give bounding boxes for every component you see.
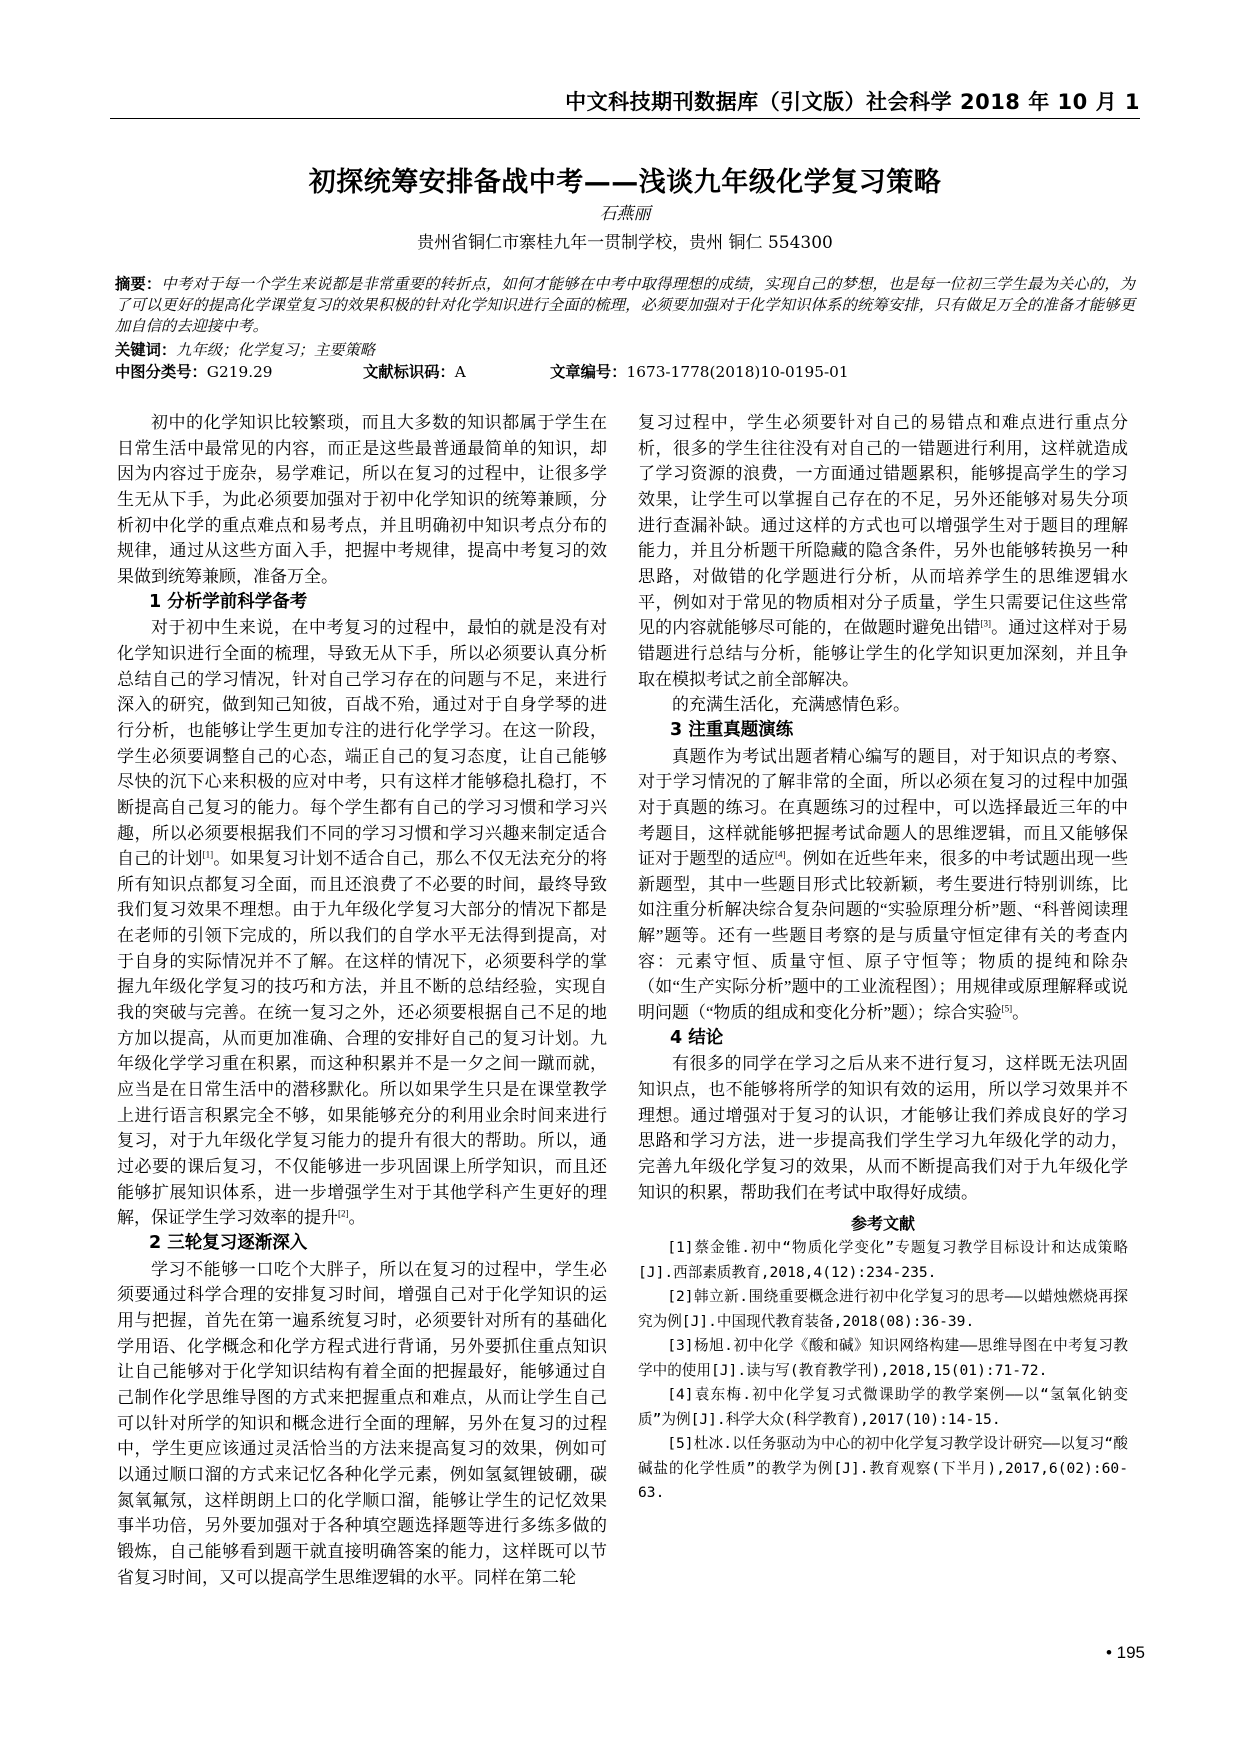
section-2-tail: 的充满生活化，充满感情色彩。	[672, 695, 910, 715]
section-3-paragraph	[638, 744, 1128, 1026]
references-title: 参考文献	[850, 1214, 915, 1234]
running-header: 中文科技期刊数据库（引文版）社会科学 2018 年 10 月 1	[565, 90, 1140, 114]
section-4-heading: 4 结论	[670, 1027, 724, 1048]
id-label: 文章编号：	[550, 363, 627, 381]
citation-5: [5]	[1001, 1003, 1013, 1014]
citation-2: [2]	[338, 1208, 349, 1219]
reference-item: [4]袁东梅.初中化学复习式微课助学的教学案例——以“氢氧化钠变质”为例[J].科学大众(科学教育),2017(10):14-15.	[638, 1386, 1128, 1428]
citation-3: [3]	[980, 618, 991, 629]
intro-paragraph: 初中的化学知识比较繁琐，而且大多数的知识都属于学生在日常生活中最常见的内容，而正是这些最普通最简单的知识，却因为内容过于庞杂，易学难记，所以在复习的过程中，让很多学生无从下手，为此必须要加强对于初中化学知识的统筹兼顾，分析初中化学的重点难点和易考点，并且明确初中知识考点分布的规律，通过从这些方面入手，把握中考规律，提高中考复习的效果做到统筹兼顾，准备万全。	[117, 413, 607, 586]
section-2-heading: 2 三轮复习逐渐深入	[149, 1233, 308, 1253]
section-3-heading: 3 注重真题演练	[670, 719, 794, 740]
doc-code	[363, 362, 466, 383]
left-column	[117, 410, 607, 1590]
page-number: • 195	[1105, 1643, 1145, 1662]
abstract-label: 摘要：	[115, 275, 162, 293]
reference-item: [1]蔡金锥.初中“物质化学变化”专题复习教学目标设计和达成策略[J].西部素质教育,2018,4(12):234-235.	[638, 1239, 1128, 1281]
right-column	[638, 410, 1128, 1506]
header-rule	[110, 118, 1140, 119]
clc-code	[115, 362, 273, 383]
s3-text-b: 。例如在近些年来，很多的中考试题出现一些新题型，其中一些题目形式比较新颖，考生要进行特别训练，比如注重分析解决综合复杂问题的“实验原理分析”题、“科普阅读理解”题等。还有一些题目考察的是与质量守恒定律有关的考查内容：元素守恒、质量守恒、原子守恒等；物质的提纯和除杂（如“生产实际分析”题中的工业流程图）；用规律或原理解释或说明问题（“物质的组成和变化分析”题）；综合实验	[638, 849, 1128, 1023]
s1-text-c: 。	[348, 1208, 366, 1228]
section-4-paragraph: 有很多的同学在学习之后从来不进行复习，这样既无法巩固知识点，也不能够将所学的知识有效的运用，所以学习效果并不理想。通过增强对于复习的认识，才能够让我们养成良好的学习思路和学习方法，进一步提高我们学生学习九年级化学的动力，完善九年级化学复习的效果，从而不断提高我们对于九年级化学知识的积累，帮助我们在考试中取得好成绩。	[638, 1054, 1128, 1202]
section-2-paragraph-left: 学习不能够一口吃个大胖子，所以在复习的过程中，学生必须要通过科学合理的安排复习时间，增强自己对于化学知识的运用与把握，首先在第一遍系统复习时，必须要针对所有的基础化学用语、化学概念和化学方程式进行背诵，另外要抓住重点知识让自己能够对于化学知识结构有着全面的把握最好，能够通过自己制作化学思维导图的方式来把握重点和难点，从而让学生自己可以针对所学的知识和概念进行全面的理解，另外在复习的过程中，学生更应该通过灵活恰当的方法来提高复习的效果，例如可以通过顺口溜的方式来记忆各种化学元素，例如氢氦锂铍硼，碳氮氧氟氖，这样朗朗上口的化学顺口溜，能够让学生的记忆效果事半功倍，另外要加强对于各种填空题选择题等进行多练多做的锻炼，自己能够看到题干就直接明确答案的能力，这样既可以节省复习时间，又可以提高学生思维逻辑的水平。同样在第二轮	[117, 1259, 607, 1587]
s2-text-b: 。通过这样对于易错题进行总结与分析，能够让学生的化学知识更加深刻，并且争取在模拟考试之前全部解决。	[638, 618, 1128, 689]
section-1-heading: 1 分析学前科学备考	[149, 591, 308, 612]
citation-4: [4]	[775, 849, 786, 860]
keywords-text: 九年级；化学复习；主要策略	[176, 341, 376, 359]
citation-1: [1]	[202, 849, 214, 860]
s3-text-c: 。	[1012, 1003, 1030, 1023]
author-name: 石燕丽	[599, 204, 651, 224]
doc-label: 文献标识码：	[363, 363, 455, 381]
clc-label: 中图分类号：	[115, 363, 207, 381]
reference-item: [5]杜冰.以任务驱动为中心的初中化学复习教学设计研究——以复习“酸碱盐的化学性质”的教学为例[J].教育观察(下半月),2017,6(02):60-63.	[638, 1435, 1128, 1502]
doc-value: A	[454, 363, 466, 381]
s2-text-a: 复习过程中，学生必须要针对自己的易错点和难点进行重点分析，很多的学生往往没有对自己的一错题进行利用，这样就造成了学习资源的浪费，一方面通过错题累积，能够提高学生的学习效果，让学生可以掌握自己存在的不足，另外还能够对易失分项进行查漏补缺。通过这样的方式也可以增强学生对于题目的理解能力，并且分析题干所隐藏的隐含条件，另外也能够转换另一种思路，对做错的化学题进行分析，从而培养学生的思维逻辑水平，例如对于常见的物质相对分子质量，学生只需要记住这些常见的内容就能够尽可能的，在做题时避免出错	[638, 413, 1128, 638]
article-id	[550, 362, 849, 383]
article-title: 初探统筹安排备战中考——浅谈九年级化学复习策略	[308, 167, 942, 198]
id-value: 1673-1778(2018)10-0195-01	[626, 363, 849, 381]
author-affiliation: 贵州省铜仁市寨桂九年一贯制学校，贵州 铜仁 554300	[417, 233, 833, 253]
abstract-text: 中考对于每一个学生来说都是非常重要的转折点，如何才能够在中考中取得理想的成绩，实现自己的梦想，也是每一位初三学生最为关心的，为了可以更好的提高化学课堂复习的效果积极的针对化学知识进行全面的梳理，必须要加强对于化学知识体系的统筹安排，只有做足万全的准备才能够更加自信的去迎接中考。	[115, 275, 1135, 335]
clc-value: G219.29	[206, 363, 273, 381]
reference-item: [3]杨旭.初中化学《酸和碱》知识网络构建——思维导图在中考复习教学中的使用[J].读与写(教育教学刊),2018,15(01):71-72.	[638, 1337, 1128, 1379]
keywords	[115, 340, 1135, 361]
s3-text-a: 真题作为考试出题者精心编写的题目，对于知识点的考察、对于学习情况的了解非常的全面，所以必须在复习的过程中加强对于真题的练习。在真题练习的过程中，可以选择最近三年的中考题目，这样就能够把握考试命题人的思维逻辑，而且又能够保证对于题型的适应	[638, 746, 1128, 869]
reference-item: [2]韩立新.围绕重要概念进行初中化学复习的思考——以蜡烛燃烧再探究为例[J].中国现代教育装备,2018(08):36-39.	[638, 1288, 1128, 1330]
section-1-paragraph	[117, 615, 607, 1231]
abstract	[115, 274, 1135, 337]
section-2-paragraph-right	[638, 410, 1128, 692]
keywords-label: 关键词：	[115, 341, 177, 359]
s1-text-a: 对于初中生来说，在中考复习的过程中，最怕的就是没有对化学知识进行全面的梳理，导致无从下手，所以必须要认真分析总结自己的学习情况，针对自己学习存在的问题与不足，来进行深入的研究，做到知己知彼，百战不殆，通过对于自身学琴的进行分析，也能够让学生更加专注的进行化学学习。在这一阶段，学生必须要调整自己的心态，端正自己的复习态度，让自己能够尽快的沉下心来积极的应对中考，只有这样才能够稳扎稳打，不断提高自己复习的能力。每个学生都有自己的学习习惯和学习兴趣，所以必须要根据我们不同的学习习惯和学习兴趣来制定适合自己的计划	[117, 618, 607, 869]
s1-text-b: 。如果复习计划不适合自己，那么不仅无法充分的将所有知识点都复习全面，而且还浪费了不必要的时间，最终导致我们复习效果不理想。由于九年级化学复习大部分的情况下都是在老师的引领下完成的，所以我们的自学水平无法得到提高，对于自身的实际情况并不了解。在这样的情况下，必须要科学的掌握九年级化学复习的技巧和方法，并且不断的总结经验，实现自我的突破与完善。在统一复习之外，还必须要根据自己不足的地方加以提高，从而更加准确、合理的安排好自己的复习计划。九年级化学学习重在积累，而这种积累并不是一夕之间一蹴而就，应当是在日常生活中的潜移默化。所以如果学生只是在课堂教学上进行语言积累完全不够，如果能够充分的利用业余时间来进行复习，对于九年级化学复习能力的提升有很大的帮助。所以，通过必要的课后复习，不仅能够进一步巩固课上所学知识，而且还能够扩展知识体系，进一步增强学生对于其他学科产生更好的理解，保证学生学习效率的提升	[117, 849, 607, 1228]
